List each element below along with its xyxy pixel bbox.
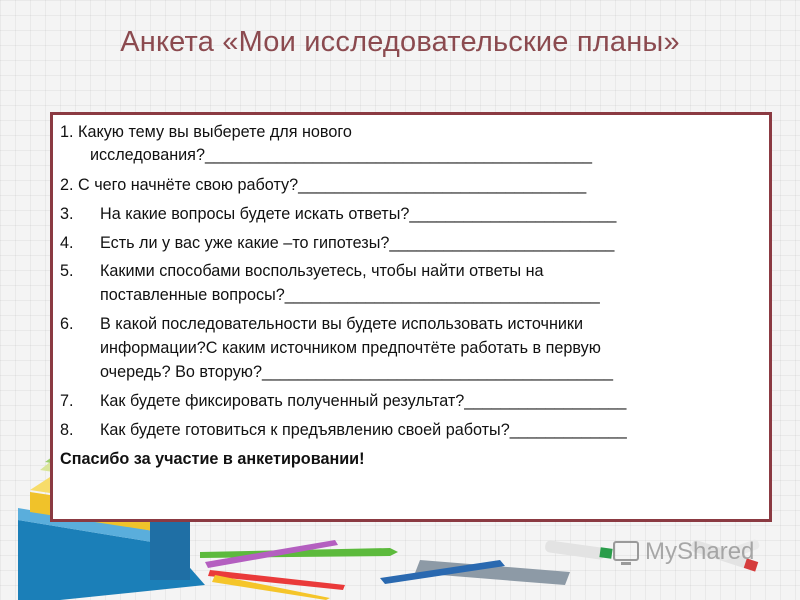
question-number: 4. xyxy=(60,234,74,252)
question-number: 5. xyxy=(60,262,74,280)
question-6-line3 xyxy=(100,360,613,384)
question-5-line2 xyxy=(100,283,600,307)
slide-title: Анкета «Мои исследовательские планы» xyxy=(120,26,680,58)
closing-thanks: Спасибо за участие в анкетировании! xyxy=(60,450,365,468)
question-text: Как будете готовиться к предъявлению своей работы?_____________ xyxy=(100,421,627,439)
question-text: исследования?___________________________________________ xyxy=(90,146,593,164)
question-text: На какие вопросы будете искать ответы?_______________________ xyxy=(100,205,617,223)
question-text: В какой последовательности вы будете использовать источники xyxy=(100,315,584,333)
question-text: С чего начнёте свою работу?________________________________ xyxy=(78,176,587,194)
question-number: 3. xyxy=(60,205,74,223)
question-number: 2. xyxy=(60,176,74,194)
watermark-logo-icon xyxy=(612,538,642,568)
question-text: Какую тему вы выберете для нового xyxy=(78,123,352,141)
question-6-line2 xyxy=(100,336,601,360)
question-number: 8. xyxy=(60,421,74,439)
question-text: Как будете фиксировать полученный результат?__________________ xyxy=(100,392,627,410)
question-1-line2 xyxy=(90,143,592,167)
question-text: очередь? Во вторую?_______________________________________ xyxy=(100,363,614,381)
questionnaire-card xyxy=(50,112,772,522)
ruler-icon xyxy=(380,560,570,585)
question-number: 7. xyxy=(60,392,74,410)
question-number: 1. xyxy=(60,123,74,141)
question-text: поставленные вопросы?___________________________________ xyxy=(100,286,600,304)
question-text: Есть ли у вас уже какие –то гипотезы?_________________________ xyxy=(100,234,615,252)
pencils-icon xyxy=(200,540,398,600)
watermark-text: MyShared xyxy=(645,538,755,565)
question-1 xyxy=(60,120,352,144)
question-number: 6. xyxy=(60,315,74,333)
question-2 xyxy=(60,173,586,197)
question-text: информации?С каким источником предпочтёте работать в первую xyxy=(100,339,601,357)
question-text: Какими способами воспользуетесь, чтобы найти ответы на xyxy=(100,262,544,280)
